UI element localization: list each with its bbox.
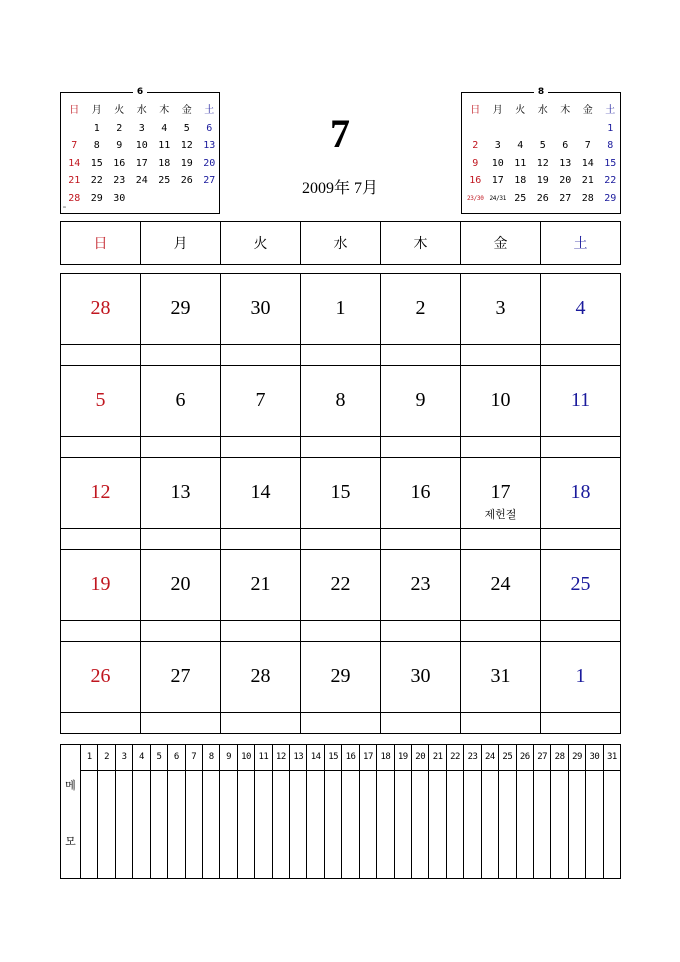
memo-day-number: 12 bbox=[273, 745, 289, 771]
day-cell[interactable] bbox=[381, 274, 461, 366]
day-number: 2 bbox=[415, 297, 426, 319]
mini-day: 5 bbox=[183, 122, 190, 134]
mini-day: 7 bbox=[71, 140, 78, 151]
mini-day: 29 bbox=[604, 192, 617, 204]
weekday-wed: 水 bbox=[301, 222, 381, 264]
memo-column[interactable] bbox=[464, 745, 481, 878]
day-cell-divider bbox=[541, 712, 620, 713]
mini-day: 8 bbox=[93, 140, 100, 151]
mini-day: 2 bbox=[116, 122, 123, 134]
weekday-header bbox=[60, 221, 621, 265]
day-cell[interactable] bbox=[381, 642, 461, 734]
day-number: 23 bbox=[410, 573, 431, 595]
week-row bbox=[61, 458, 621, 550]
mini-weekday: 月 bbox=[91, 105, 102, 116]
memo-day-number: 17 bbox=[360, 745, 376, 771]
mini-day bbox=[464, 120, 487, 138]
day-number: 16 bbox=[410, 481, 431, 503]
mini-weekday: 火 bbox=[515, 105, 526, 116]
day-cell[interactable] bbox=[221, 550, 301, 642]
mini-day: 6 bbox=[562, 140, 569, 151]
mini-day: 12 bbox=[536, 157, 549, 169]
mini-weekday: 金 bbox=[181, 105, 192, 116]
memo-column[interactable] bbox=[81, 745, 98, 878]
day-number: 3 bbox=[495, 297, 506, 319]
memo-day-number: 21 bbox=[429, 745, 445, 771]
day-number: 7 bbox=[255, 389, 266, 411]
mini-day: 13 bbox=[559, 157, 572, 169]
mini-calendar-prev-footnote: ᵐ bbox=[63, 206, 67, 212]
mini-day: 4 bbox=[161, 122, 168, 134]
day-number: 30 bbox=[410, 665, 431, 687]
weekday-fri: 金 bbox=[461, 222, 541, 264]
memo-column[interactable] bbox=[325, 745, 342, 878]
mini-day: 30 bbox=[113, 192, 126, 204]
memo-day-number: 25 bbox=[499, 745, 515, 771]
memo-column[interactable] bbox=[290, 745, 307, 878]
mini-day: 19 bbox=[536, 175, 549, 186]
memo-day-number: 14 bbox=[307, 745, 323, 771]
day-number: 5 bbox=[95, 389, 106, 411]
day-cell-divider bbox=[381, 528, 460, 529]
mini-weekday: 水 bbox=[537, 105, 548, 116]
memo-day-number: 15 bbox=[325, 745, 341, 771]
mini-day: 3 bbox=[494, 140, 501, 151]
mini-day: 2 bbox=[472, 140, 479, 151]
mini-day: 28 bbox=[581, 192, 594, 204]
memo-column[interactable] bbox=[151, 745, 168, 878]
mini-day: 3 bbox=[138, 122, 145, 134]
mini-day bbox=[577, 120, 600, 138]
year-month-label: 2009年 7月 bbox=[301, 180, 378, 197]
day-number: 29 bbox=[170, 297, 191, 319]
day-cell[interactable] bbox=[461, 458, 541, 550]
memo-column[interactable] bbox=[517, 745, 534, 878]
memo-day-number: 10 bbox=[238, 745, 254, 771]
day-cell[interactable] bbox=[221, 642, 301, 734]
day-cell-divider bbox=[541, 620, 620, 621]
memo-column[interactable] bbox=[98, 745, 115, 878]
mini-day: 28 bbox=[68, 192, 81, 204]
mini-day: 21 bbox=[581, 175, 594, 186]
day-cell-divider bbox=[61, 436, 140, 437]
mini-day: 25 bbox=[158, 175, 171, 186]
weekday-sun: 日 bbox=[61, 222, 141, 264]
memo-column[interactable] bbox=[447, 745, 464, 878]
mini-day: 1 bbox=[607, 122, 614, 134]
day-number: 17 bbox=[490, 481, 511, 503]
mini-weekday: 土 bbox=[204, 105, 215, 116]
day-cell-divider bbox=[541, 344, 620, 345]
day-cell[interactable] bbox=[61, 642, 141, 734]
mini-day: 9 bbox=[472, 157, 479, 169]
week-row bbox=[61, 642, 621, 734]
mini-day: 23/30 bbox=[466, 194, 484, 202]
day-cell[interactable] bbox=[141, 642, 221, 734]
mini-weekday: 日 bbox=[470, 105, 481, 116]
mini-day bbox=[131, 190, 154, 208]
day-cell[interactable] bbox=[541, 366, 621, 458]
day-cell-divider bbox=[301, 528, 380, 529]
memo-day-number: 31 bbox=[604, 745, 620, 771]
mini-day: 11 bbox=[158, 140, 171, 151]
mini-day: 16 bbox=[113, 157, 126, 169]
mini-day: 6 bbox=[206, 122, 213, 134]
day-cell[interactable] bbox=[461, 550, 541, 642]
mini-day: 11 bbox=[514, 157, 527, 169]
day-cell-divider bbox=[141, 712, 220, 713]
day-cell[interactable] bbox=[541, 458, 621, 550]
day-number: 1 bbox=[575, 665, 586, 687]
mini-day: 9 bbox=[116, 140, 123, 151]
mini-day: 29 bbox=[90, 192, 103, 204]
day-cell-divider bbox=[301, 620, 380, 621]
day-cell[interactable] bbox=[221, 458, 301, 550]
memo-column[interactable] bbox=[429, 745, 446, 878]
memo-day-number: 7 bbox=[186, 745, 202, 771]
day-number: 4 bbox=[575, 297, 586, 319]
day-cell-divider bbox=[381, 344, 460, 345]
day-cell-divider bbox=[461, 436, 540, 437]
mini-weekday: 土 bbox=[605, 105, 616, 116]
mini-day bbox=[487, 120, 510, 138]
day-cell[interactable] bbox=[61, 458, 141, 550]
day-cell-divider bbox=[221, 528, 300, 529]
memo-column[interactable] bbox=[307, 745, 324, 878]
mini-day: 15 bbox=[604, 157, 617, 169]
day-cell-divider bbox=[541, 436, 620, 437]
memo-columns bbox=[81, 745, 620, 878]
day-number: 26 bbox=[90, 665, 111, 687]
day-cell-divider bbox=[141, 620, 220, 621]
day-cell-divider bbox=[461, 620, 540, 621]
mini-day: 18 bbox=[514, 175, 527, 186]
day-number: 9 bbox=[415, 389, 426, 411]
day-cell[interactable] bbox=[61, 550, 141, 642]
day-cell-divider bbox=[381, 620, 460, 621]
day-number: 22 bbox=[330, 573, 351, 595]
memo-day-number: 29 bbox=[569, 745, 585, 771]
mini-day: 20 bbox=[203, 157, 216, 169]
week-row bbox=[61, 274, 621, 366]
mini-day: 27 bbox=[203, 175, 216, 186]
mini-day: 22 bbox=[90, 175, 103, 186]
mini-day: 14 bbox=[68, 157, 81, 169]
memo-column[interactable] bbox=[255, 745, 272, 878]
mini-day: 16 bbox=[469, 175, 482, 186]
mini-day bbox=[509, 120, 532, 138]
memo-column[interactable] bbox=[377, 745, 394, 878]
memo-day-number: 3 bbox=[116, 745, 132, 771]
day-cell-divider bbox=[381, 712, 460, 713]
mini-day bbox=[153, 190, 176, 208]
day-cell[interactable] bbox=[141, 274, 221, 366]
day-cell[interactable] bbox=[61, 274, 141, 366]
mini-weekday: 木 bbox=[159, 105, 170, 116]
memo-day-number: 19 bbox=[395, 745, 411, 771]
day-cell[interactable] bbox=[461, 366, 541, 458]
mini-calendar-prev-title: 6 bbox=[61, 86, 219, 98]
mini-day: 26 bbox=[180, 175, 193, 186]
day-cell[interactable] bbox=[301, 642, 381, 734]
day-number: 1 bbox=[335, 297, 346, 319]
day-cell[interactable] bbox=[301, 550, 381, 642]
day-cell[interactable] bbox=[461, 642, 541, 734]
memo-column[interactable] bbox=[360, 745, 377, 878]
memo-day-number: 28 bbox=[551, 745, 567, 771]
month-grid bbox=[60, 273, 621, 734]
day-number: 20 bbox=[170, 573, 191, 595]
mini-weekday: 金 bbox=[582, 105, 593, 116]
mini-day: 18 bbox=[158, 157, 171, 169]
day-cell-divider bbox=[461, 528, 540, 529]
day-number: 8 bbox=[335, 389, 346, 411]
week-row bbox=[61, 366, 621, 458]
day-cell-divider bbox=[221, 620, 300, 621]
mini-day: 24/31 bbox=[489, 194, 507, 202]
memo-day-number: 6 bbox=[168, 745, 184, 771]
memo-column[interactable] bbox=[186, 745, 203, 878]
mini-day: 8 bbox=[607, 140, 614, 151]
mini-day: 17 bbox=[491, 175, 504, 186]
memo-day-number: 1 bbox=[81, 745, 97, 771]
memo-column[interactable] bbox=[586, 745, 603, 878]
memo-day-number: 30 bbox=[586, 745, 602, 771]
day-cell-divider bbox=[221, 712, 300, 713]
mini-day: 14 bbox=[581, 157, 594, 169]
memo-day-number: 11 bbox=[255, 745, 271, 771]
day-number: 25 bbox=[570, 573, 591, 595]
day-number: 28 bbox=[250, 665, 271, 687]
memo-column[interactable] bbox=[569, 745, 586, 878]
memo-column[interactable] bbox=[342, 745, 359, 878]
day-cell[interactable] bbox=[141, 366, 221, 458]
memo-day-number: 9 bbox=[220, 745, 236, 771]
memo-column[interactable] bbox=[203, 745, 220, 878]
day-cell-divider bbox=[61, 620, 140, 621]
mini-calendar-prev-grid bbox=[63, 102, 221, 207]
memo-column[interactable] bbox=[482, 745, 499, 878]
day-number: 28 bbox=[90, 297, 111, 319]
mini-day: 5 bbox=[539, 140, 546, 151]
memo-label-top: 메 bbox=[65, 779, 76, 792]
day-number: 14 bbox=[250, 481, 271, 503]
weekday-tue: 火 bbox=[221, 222, 301, 264]
day-number: 27 bbox=[170, 665, 191, 687]
mini-weekday: 木 bbox=[560, 105, 571, 116]
mini-weekday: 火 bbox=[114, 105, 125, 116]
day-cell[interactable] bbox=[381, 550, 461, 642]
memo-column[interactable] bbox=[273, 745, 290, 878]
memo-day-number: 2 bbox=[98, 745, 114, 771]
mini-day: 4 bbox=[517, 140, 524, 151]
day-cell[interactable] bbox=[301, 274, 381, 366]
mini-day bbox=[198, 190, 221, 208]
day-cell-divider bbox=[61, 528, 140, 529]
day-cell-divider bbox=[61, 344, 140, 345]
weekday-sat: 土 bbox=[573, 236, 588, 252]
weekday-mon: 月 bbox=[141, 222, 221, 264]
mini-day: 22 bbox=[604, 175, 617, 186]
day-number: 11 bbox=[570, 389, 591, 411]
day-cell[interactable] bbox=[381, 458, 461, 550]
day-cell-divider bbox=[61, 712, 140, 713]
day-cell[interactable] bbox=[61, 366, 141, 458]
mini-day: 25 bbox=[514, 192, 527, 204]
memo-column[interactable] bbox=[116, 745, 133, 878]
memo-label-bottom: 모 bbox=[65, 835, 76, 848]
day-cell-divider bbox=[381, 436, 460, 437]
day-number: 31 bbox=[490, 665, 511, 687]
day-cell[interactable] bbox=[461, 274, 541, 366]
day-number: 21 bbox=[250, 573, 271, 595]
day-cell[interactable] bbox=[221, 274, 301, 366]
day-number: 24 bbox=[490, 573, 511, 595]
mini-day: 10 bbox=[135, 140, 148, 151]
day-number: 13 bbox=[170, 481, 191, 503]
day-cell-divider bbox=[461, 344, 540, 345]
memo-column[interactable] bbox=[168, 745, 185, 878]
memo-column[interactable] bbox=[412, 745, 429, 878]
week-row bbox=[61, 550, 621, 642]
day-number: 18 bbox=[570, 481, 591, 503]
memo-day-number: 27 bbox=[534, 745, 550, 771]
mini-day: 23 bbox=[113, 175, 126, 186]
mini-day: 15 bbox=[90, 157, 103, 169]
mini-weekday: 水 bbox=[136, 105, 147, 116]
mini-day bbox=[176, 190, 199, 208]
day-number: 12 bbox=[90, 481, 111, 503]
memo-column[interactable] bbox=[220, 745, 237, 878]
memo-column[interactable] bbox=[534, 745, 551, 878]
day-number: 19 bbox=[90, 573, 111, 595]
mini-day: 27 bbox=[559, 192, 572, 204]
memo-column[interactable] bbox=[133, 745, 150, 878]
memo-day-number: 22 bbox=[447, 745, 463, 771]
day-cell-divider bbox=[461, 712, 540, 713]
mini-day: 20 bbox=[559, 175, 572, 186]
day-cell-divider bbox=[141, 436, 220, 437]
month-number: 7 bbox=[330, 111, 350, 156]
memo-day-number: 26 bbox=[517, 745, 533, 771]
memo-day-number: 23 bbox=[464, 745, 480, 771]
mini-day bbox=[554, 120, 577, 138]
memo-column[interactable] bbox=[238, 745, 255, 878]
day-cell-divider bbox=[301, 344, 380, 345]
memo-day-number: 13 bbox=[290, 745, 306, 771]
mini-weekday: 日 bbox=[69, 105, 80, 116]
memo-day-number: 18 bbox=[377, 745, 393, 771]
memo-column[interactable] bbox=[395, 745, 412, 878]
day-cell[interactable] bbox=[301, 366, 381, 458]
memo-day-number: 5 bbox=[151, 745, 167, 771]
day-number: 6 bbox=[175, 389, 186, 411]
mini-day: 13 bbox=[203, 140, 216, 151]
mini-day: 17 bbox=[135, 157, 148, 169]
mini-calendar-next-title: 8 bbox=[462, 86, 620, 98]
mini-calendar-prev bbox=[60, 87, 220, 214]
day-cell[interactable] bbox=[381, 366, 461, 458]
day-number: 10 bbox=[490, 389, 511, 411]
mini-calendar-next-grid bbox=[464, 102, 622, 207]
memo-day-number: 4 bbox=[133, 745, 149, 771]
mini-day bbox=[532, 120, 555, 138]
day-cell[interactable] bbox=[541, 642, 621, 734]
mini-calendar-next bbox=[461, 87, 621, 214]
day-cell[interactable] bbox=[141, 458, 221, 550]
mini-day: 12 bbox=[180, 140, 193, 151]
day-number: 30 bbox=[250, 297, 271, 319]
day-cell[interactable] bbox=[141, 550, 221, 642]
day-cell-divider bbox=[141, 344, 220, 345]
day-cell[interactable] bbox=[541, 550, 621, 642]
day-cell-divider bbox=[221, 344, 300, 345]
day-cell-divider bbox=[301, 712, 380, 713]
mini-day: 1 bbox=[93, 122, 100, 134]
mini-day: 21 bbox=[68, 175, 81, 186]
memo-day-number: 24 bbox=[482, 745, 498, 771]
weekday-thu: 木 bbox=[381, 222, 461, 264]
memo-grid bbox=[60, 744, 621, 879]
mini-day: 24 bbox=[135, 175, 148, 186]
day-cell-divider bbox=[301, 436, 380, 437]
day-number: 15 bbox=[330, 481, 351, 503]
day-cell-divider bbox=[541, 528, 620, 529]
memo-day-number: 20 bbox=[412, 745, 428, 771]
day-number: 29 bbox=[330, 665, 351, 687]
day-cell[interactable] bbox=[541, 274, 621, 366]
mini-weekday: 月 bbox=[492, 105, 503, 116]
mini-day: 19 bbox=[180, 157, 193, 169]
mini-day: 26 bbox=[536, 192, 549, 204]
day-cell-divider bbox=[141, 528, 220, 529]
memo-column[interactable] bbox=[551, 745, 568, 878]
mini-day bbox=[63, 120, 86, 138]
mini-day: 10 bbox=[491, 157, 504, 169]
day-cell-divider bbox=[221, 436, 300, 437]
memo-day-number: 16 bbox=[342, 745, 358, 771]
memo-day-number: 8 bbox=[203, 745, 219, 771]
memo-column[interactable] bbox=[499, 745, 516, 878]
mini-day: 7 bbox=[584, 140, 591, 151]
memo-column[interactable] bbox=[604, 745, 620, 878]
holiday-label: 제헌절 bbox=[484, 508, 517, 521]
day-cell[interactable] bbox=[221, 366, 301, 458]
memo-label bbox=[61, 745, 81, 878]
day-cell[interactable] bbox=[301, 458, 381, 550]
